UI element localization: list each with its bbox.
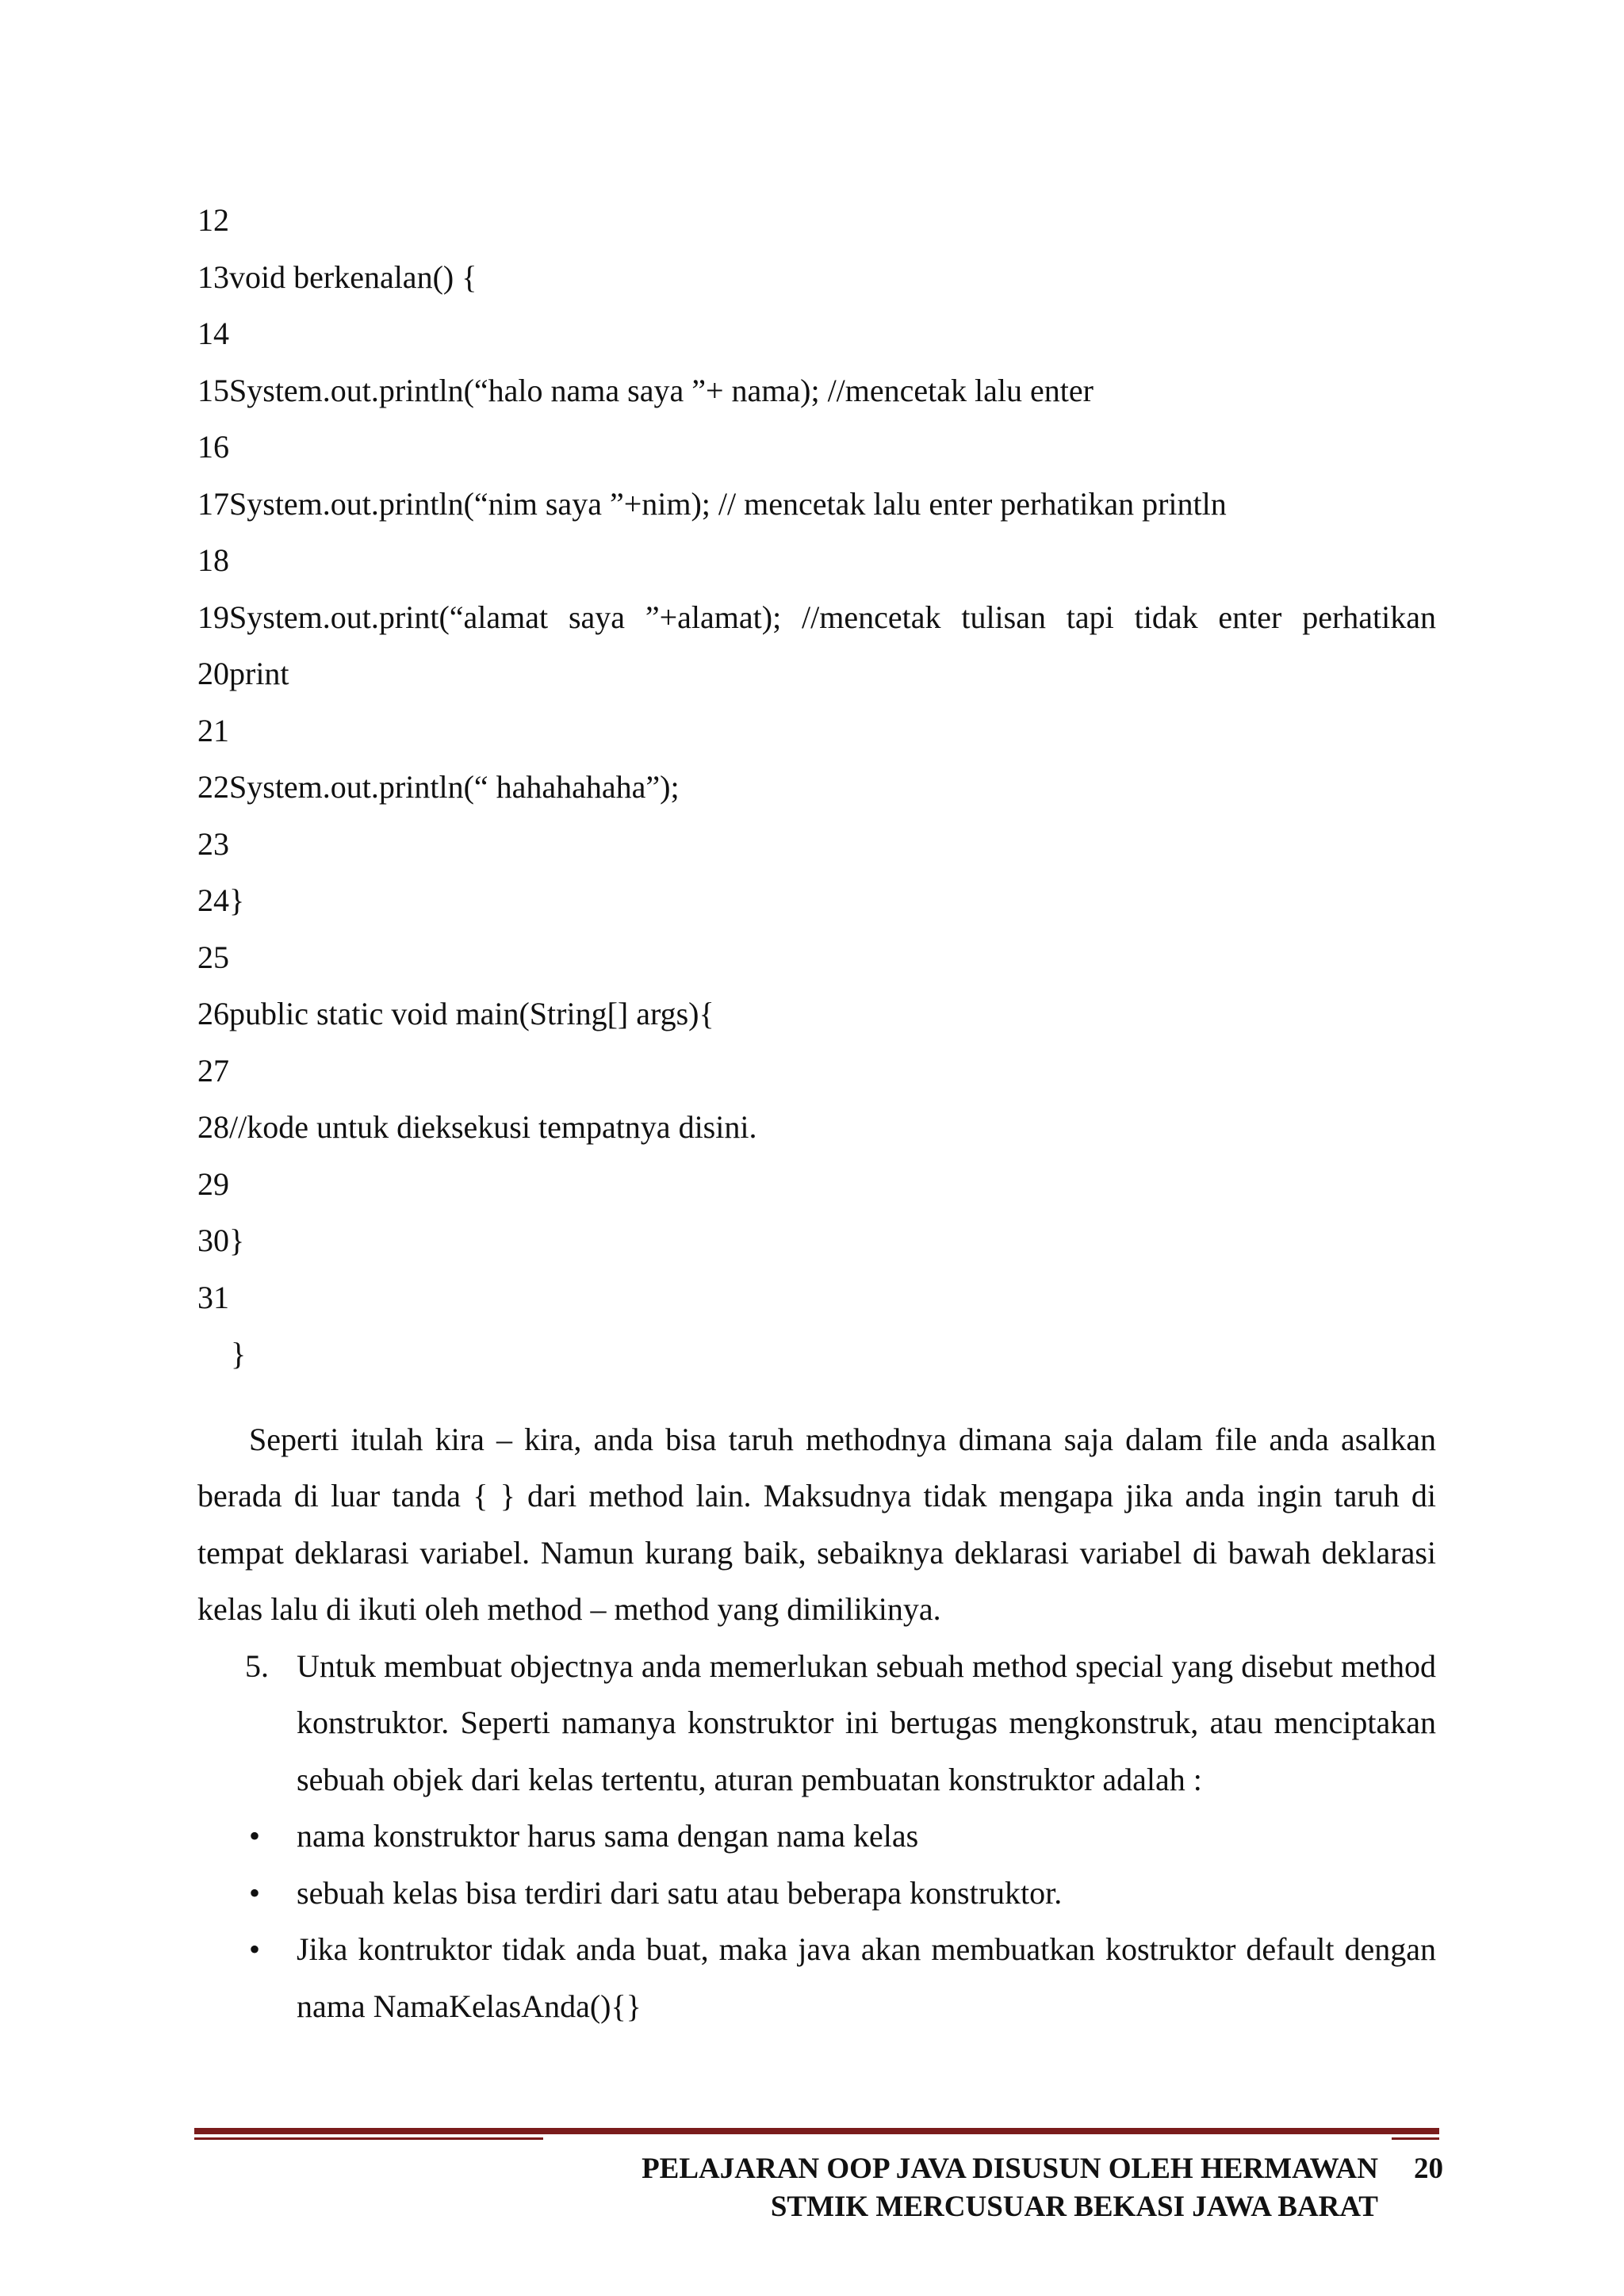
numbered-list-item <box>197 1638 1436 1808</box>
bullet-icon: • <box>249 1874 261 1911</box>
bullet-icon: • <box>249 1931 261 1967</box>
code-line: 20print <box>197 656 289 691</box>
footer-line-2: STMIK MERCUSUAR BEKASI JAWA BARAT <box>770 2191 1378 2223</box>
footer-rule-thin-left <box>194 2137 543 2140</box>
bullet-icon: • <box>249 1818 261 1854</box>
code-line: 16 <box>197 429 229 465</box>
code-line: 21 <box>197 712 229 748</box>
code-line: 18 <box>197 542 229 578</box>
footer-line-1: PELAJARAN OOP JAVA DISUSUN OLEH HERMAWAN <box>642 2152 1378 2185</box>
code-line: 22System.out.println(“ hahahahaha”); <box>197 769 680 805</box>
code-line: 27 <box>197 1052 229 1089</box>
code-line: 24} <box>197 882 245 918</box>
bullet-text: sebuah kelas bisa terdiri dari satu atau beberapa konstruktor. <box>297 1874 1063 1911</box>
code-line: } <box>231 1336 247 1372</box>
code-line: 25 <box>197 939 229 975</box>
code-listing <box>197 192 1436 1383</box>
code-line: 12 <box>197 202 229 238</box>
page-content <box>197 192 1436 2034</box>
bullet-list-item <box>197 1808 1436 1865</box>
code-line: 15System.out.println(“halo nama saya ”+ nama); //mencetak lalu enter <box>197 372 1094 408</box>
bullet-list-item <box>197 1865 1436 1922</box>
code-line: 30} <box>197 1223 245 1258</box>
page-number: 20 <box>1414 2152 1443 2185</box>
bullet-text: Jika kontruktor tidak anda buat, maka java akan membuatkan kostruktor default dengan nama NamaKelasAnda(){} <box>297 1931 1436 2024</box>
code-line: 28//kode untuk dieksekusi tempatnya disini. <box>197 1109 757 1145</box>
code-line: 26public static void main(String[] args){ <box>197 996 714 1031</box>
code-line: 31 <box>197 1279 229 1315</box>
footer-rule-thick <box>194 2128 1439 2134</box>
code-line: 29 <box>197 1165 229 1202</box>
list-number: 5. <box>245 1647 269 1684</box>
code-line: 13void berkenalan() { <box>197 258 477 295</box>
footer-divider <box>194 2128 1439 2144</box>
code-line: 17System.out.println(“nim saya ”+nim); // mencetak lalu enter perhatikan println <box>197 485 1227 522</box>
body-paragraph: Seperti itulah kira – kira, anda bisa taruh methodnya dimana saja dalam file anda asalkan berada di luar tanda { } dari method lain. Maksudnya tidak mengapa jika anda ingin taruh di tempat deklarasi variabel. Namun kurang baik, sebaiknya deklarasi variabel di bawah deklarasi kelas lalu di ikuti oleh method – method yang dimilikinya. <box>197 1421 1436 1627</box>
code-line: 19System.out.print(“alamat saya ”+alamat); //mencetak tulisan tapi tidak enter perhatikan <box>197 599 1436 635</box>
bullet-text: nama konstruktor harus sama dengan nama kelas <box>297 1818 919 1854</box>
page-footer <box>555 2150 1378 2226</box>
code-line: 14 <box>197 316 229 351</box>
code-line: 23 <box>197 825 229 862</box>
footer-rule-thin-right <box>1392 2137 1439 2140</box>
list-item-text: Untuk membuat objectnya anda memerlukan sebuah method special yang disebut method konstruktor. Seperti namanya konstruktor ini bertugas mengkonstruk, atau menciptakan sebuah objek dari kelas tertentu, aturan pembuatan konstruktor adalah : <box>297 1647 1436 1797</box>
bullet-list-item <box>197 1921 1436 2034</box>
